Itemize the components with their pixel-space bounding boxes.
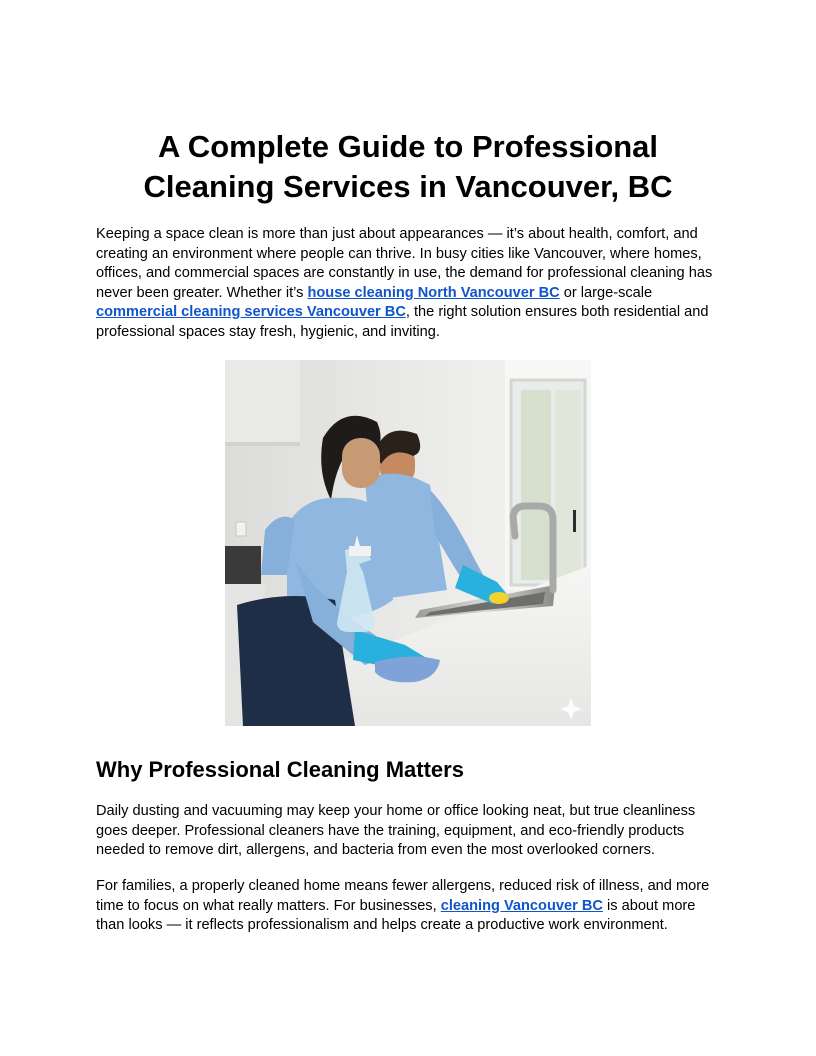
section-heading: Why Professional Cleaning Matters xyxy=(96,757,464,782)
house-cleaning-link[interactable]: house cleaning North Vancouver BC xyxy=(307,284,560,301)
intro-text-3: , the right solution ensures both residential and professional spaces stay fresh, hygienic, and inviting. xyxy=(96,304,709,340)
intro-paragraph xyxy=(96,225,724,342)
commercial-cleaning-link[interactable]: commercial cleaning services Vancouver BC xyxy=(96,304,406,320)
intro-text-1: Keeping a space clean is more than just about appearances — it’s about health, comfort, and creating an environment where people can thrive. In busy cities like Vancouver, where homes, offices, and commercial spaces are constantly in use, the demand for professional cleaning has never been greater. Whether it’s xyxy=(96,226,713,301)
cleaning-vancouver-link[interactable]: cleaning Vancouver BC xyxy=(440,897,603,914)
paragraph-families-businesses xyxy=(96,877,724,936)
cleaners-photo xyxy=(225,360,591,726)
paragraph-why-matters: Daily dusting and vacuuming may keep your home or office looking neat, but true cleanliness goes deeper. Professional cleaners have the training, equipment, and eco-friendly products needed to remove dirt, allergens, and bacteria from even the most overlooked corners. xyxy=(96,803,696,858)
page-title: A Complete Guide to Professional Cleaning Services in Vancouver, BC xyxy=(143,129,673,204)
paragraph-3-text-2: is about more than looks — it reflects professionalism and helps create a productive work environment. xyxy=(96,897,696,933)
paragraph-3-text-1: For families, a properly cleaned home means fewer allergens, reduced risk of illness, and more time to focus on what really matters. For businesses, xyxy=(96,878,710,914)
intro-text-2: or large-scale xyxy=(559,284,653,301)
